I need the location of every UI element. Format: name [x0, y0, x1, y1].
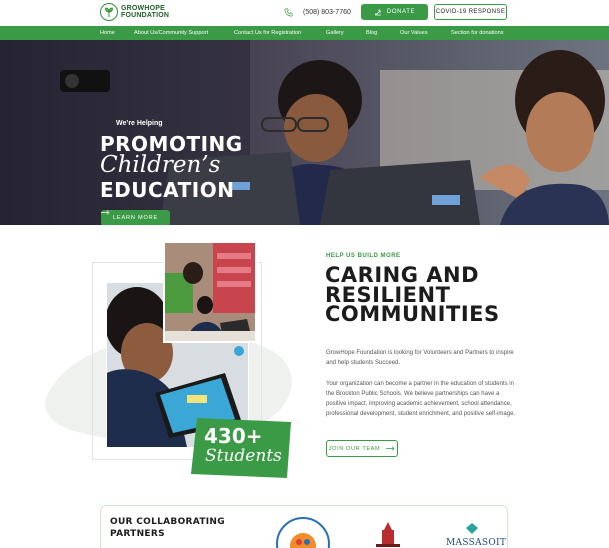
partner-logo-3[interactable]	[446, 522, 507, 548]
nav-blog[interactable]: Blog	[366, 30, 378, 36]
section-paragraph-2: Your organization can become a partner in the education of students in the Brockton Public Schools. We believe partnerships can have a positive impact, improving academic achievement, school attendance, professional development, student enrichment, and positive self-image.	[326, 381, 516, 417]
students-label: Students	[205, 446, 282, 466]
phone-contact[interactable]	[284, 8, 351, 17]
section-kicker: HELP US BUILD MORE	[326, 253, 401, 259]
join-label: JOIN OUR TEAM	[328, 445, 381, 452]
logo-leaf-icon	[100, 3, 118, 21]
hero-banner	[0, 40, 609, 225]
section-paragraph-1: GrowHope Foundation is looking for Volunteers and Partners to inspire and help students Succeed.	[326, 350, 514, 366]
arrow-right-icon	[386, 446, 395, 451]
hero-photo	[0, 40, 609, 225]
join-our-team-button[interactable]	[326, 440, 398, 457]
covid-response-button[interactable]	[434, 4, 507, 20]
nav-home[interactable]: Home	[100, 30, 115, 36]
donate-label: DONATE	[386, 9, 416, 15]
covid-label: COVID-19 RESPONSE	[435, 9, 506, 15]
donate-icon	[374, 9, 382, 16]
main-nav	[0, 26, 609, 40]
nav-contact[interactable]: Contact Us for Registration	[234, 30, 302, 36]
massasoit-mark-icon	[462, 522, 482, 536]
header	[0, 0, 609, 26]
donate-button[interactable]	[361, 4, 428, 20]
hero-title-line1: PROMOTING	[100, 132, 243, 156]
nav-donations[interactable]: Section for donations	[451, 30, 504, 36]
arrow-right-icon	[101, 210, 110, 215]
logo[interactable]	[100, 3, 169, 21]
learn-more-button[interactable]	[101, 210, 170, 225]
partners-title-line1: OUR COLLABORATING	[110, 517, 225, 527]
hero-title-line3: EDUCATION	[100, 178, 235, 202]
partners-title-line2: PARTNERS	[110, 529, 165, 539]
nav-gallery[interactable]: Gallery	[326, 30, 344, 36]
massasoit-text: MASSASOIT	[446, 538, 507, 548]
photo-classroom	[163, 241, 257, 343]
learn-more-label: LEARN MORE	[113, 215, 158, 221]
logo-name: GROWHOPE	[121, 5, 165, 12]
hero-title-line2: Children’s	[100, 152, 221, 178]
section-title-line3: COMMUNITIES	[325, 302, 500, 326]
section-title-line2: RESILIENT	[325, 283, 451, 307]
nav-about[interactable]: About Us/Community Support	[134, 30, 208, 36]
partner-logo-2[interactable]	[368, 520, 408, 548]
phone-number: (508) 803-7760	[303, 9, 351, 16]
hero-kicker: We’re Helping	[116, 120, 163, 127]
nav-our-values[interactable]: Our Values	[400, 30, 428, 36]
students-count: 430+	[204, 424, 263, 448]
partner-logo-1[interactable]	[272, 512, 334, 548]
section-title-line1: CARING AND	[325, 263, 480, 287]
phone-icon	[284, 8, 293, 17]
logo-sub: FOUNDATION	[121, 12, 170, 19]
logo-wordmark	[121, 5, 169, 19]
